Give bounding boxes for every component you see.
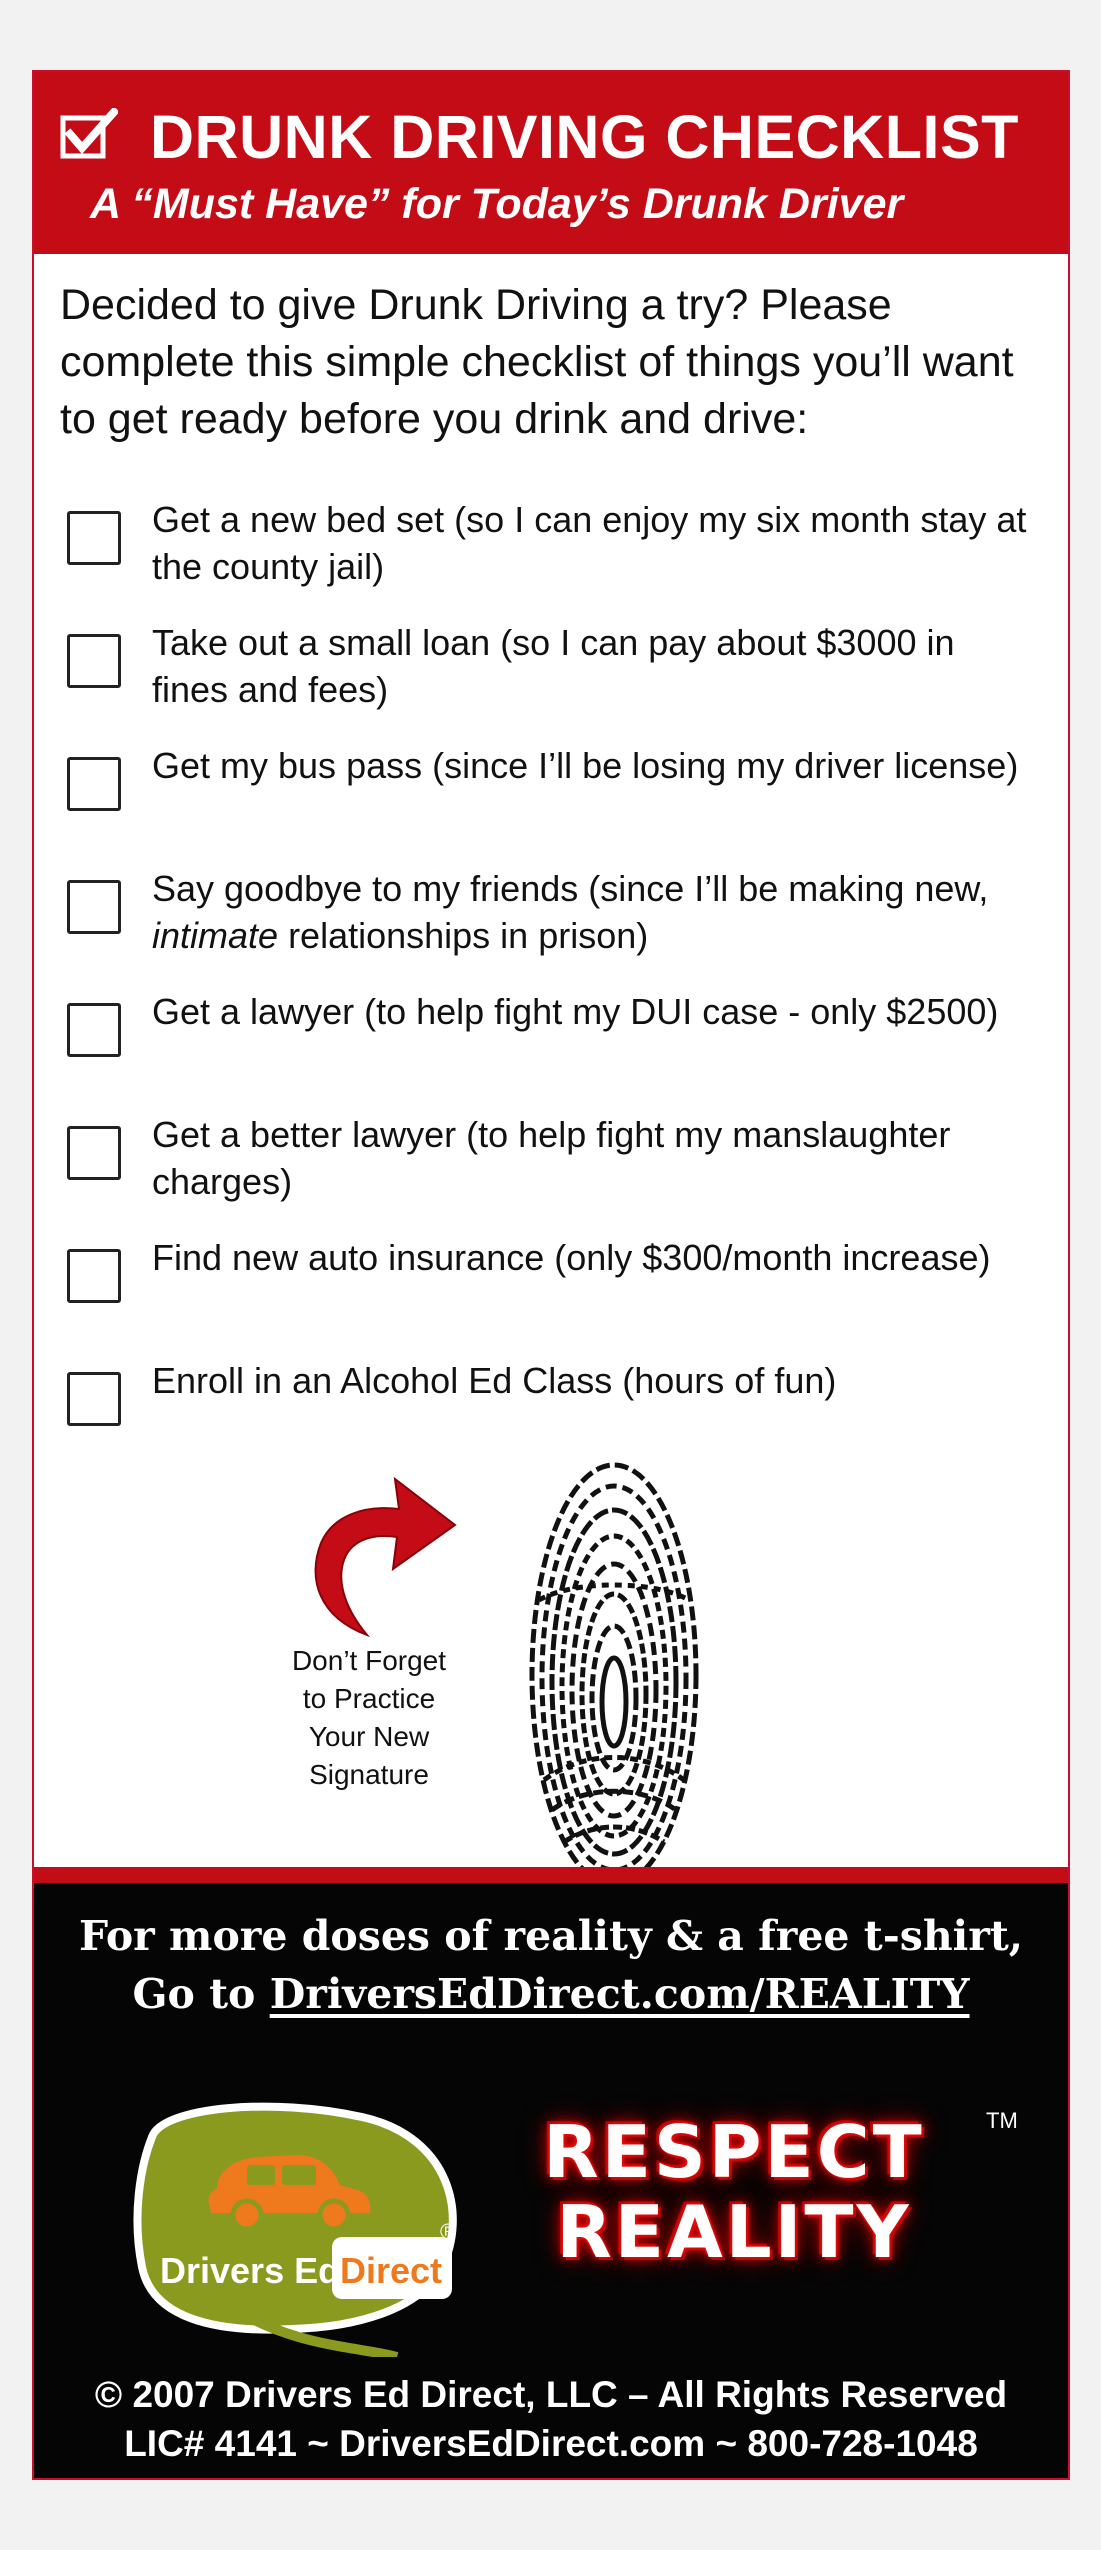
checkbox[interactable] <box>67 511 121 565</box>
header-banner <box>34 72 1068 254</box>
trademark-mark: TM <box>986 2108 1018 2133</box>
checklist-item-text: Say goodbye to my friends (since I’ll be making new, intimate relationships in prison) <box>152 868 989 956</box>
svg-text:®: ® <box>440 2219 457 2244</box>
checkbox[interactable] <box>67 1003 121 1057</box>
checklist-item-text: Enroll in an Alcohol Ed Class (hours of fun) <box>152 1360 837 1401</box>
checkbox[interactable] <box>67 1372 121 1426</box>
list-item <box>34 736 1068 859</box>
emphasis-text: intimate <box>152 915 279 956</box>
checklist <box>34 490 1068 1474</box>
promo-text: For more doses of reality & a free t-shirt, Go to DriversEdDirect.com/REALITY <box>78 1912 1024 2018</box>
page-title: DRUNK DRIVING CHECKLIST <box>150 103 1019 171</box>
checklist-item-text: Find new auto insurance (only $300/month increase) <box>152 1237 991 1278</box>
respect-reality-logo: RESPECT REALITY <box>543 2110 925 2274</box>
checkbox[interactable] <box>67 1126 121 1180</box>
list-item <box>34 613 1068 736</box>
page-subtitle: A “Must Have” for Today’s Drunk Driver <box>90 180 904 228</box>
checklist-card <box>32 70 1070 2480</box>
intro-paragraph: Decided to give Drunk Driving a try? Please complete this simple checklist of things you’ll want to get ready before you drink and drive: <box>60 281 1014 443</box>
list-item <box>34 982 1068 1105</box>
list-item <box>34 859 1068 982</box>
checkbox[interactable] <box>67 757 121 811</box>
svg-text:Drivers Ed: Drivers Ed <box>160 2250 341 2291</box>
divider-band <box>34 1867 1068 1883</box>
checklist-item-text: Take out a small loan (so I can pay about $3000 in fines and fees) <box>152 622 955 710</box>
reality-link[interactable]: DriversEdDirect.com/REALITY <box>269 1970 970 2018</box>
list-item <box>34 1105 1068 1228</box>
svg-text:Direct: Direct <box>340 2250 443 2291</box>
checklist-item-text: Get a new bed set (so I can enjoy my six month stay at the county jail) <box>152 499 1027 587</box>
checklist-item-text: Get a lawyer (to help fight my DUI case - only $2500) <box>152 991 999 1032</box>
checklist-item-text: Get a better lawyer (to help fight my manslaughter charges) <box>152 1114 951 1202</box>
checkbox[interactable] <box>67 880 121 934</box>
checkbox[interactable] <box>67 634 121 688</box>
checkbox-checked-icon <box>60 108 118 160</box>
curved-arrow-icon <box>289 1467 457 1639</box>
list-item <box>34 1228 1068 1351</box>
copyright-footer: © 2007 Drivers Ed Direct, LLC – All Rights Reserved LIC# 4141 ~ DriversEdDirect.com ~ 800-728-1048 <box>94 2374 1008 2464</box>
list-item <box>34 490 1068 613</box>
drivers-ed-direct-logo <box>122 2097 472 2357</box>
checklist-item-text: Get my bus pass (since I’ll be losing my driver license) <box>152 745 1019 786</box>
thumbprint-icon <box>524 1450 704 1895</box>
checkbox[interactable] <box>67 1249 121 1303</box>
signature-reminder: Don’t Forget to Practice Your New Signature <box>291 1645 447 1790</box>
